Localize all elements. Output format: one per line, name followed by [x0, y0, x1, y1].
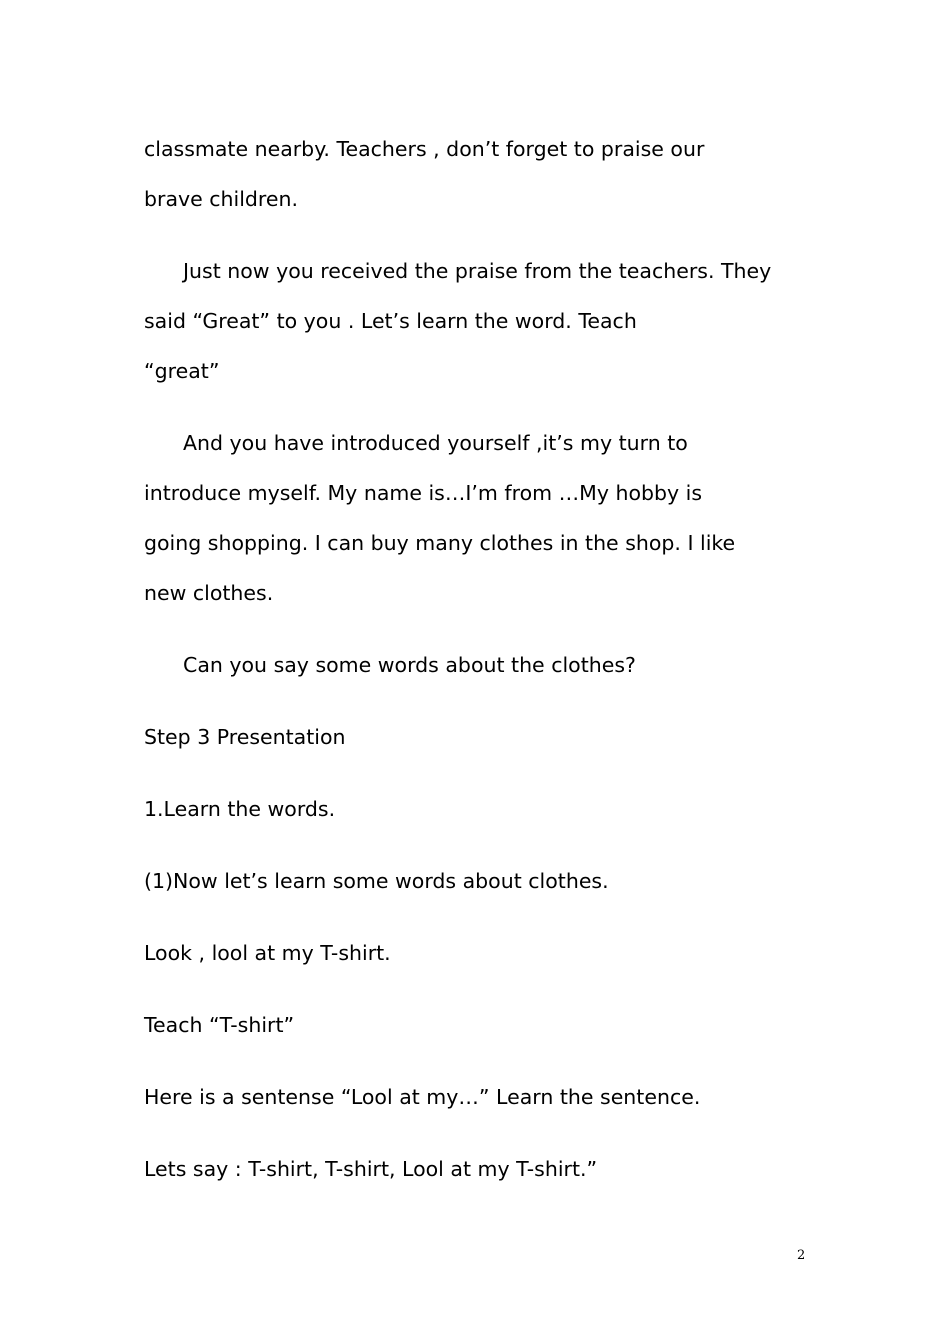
paragraph-3-line-4: new clothes.	[144, 581, 274, 605]
paragraph-2-line-2: said “Great” to you . Let’s learn the word. Teach	[144, 309, 637, 333]
paragraph-2-line-3: “great”	[144, 359, 220, 383]
list-item-1: 1.Learn the words.	[144, 797, 336, 821]
paragraph-4: Can you say some words about the clothes?	[183, 653, 636, 677]
paragraph-2-line-1: Just now you received the praise from the teachers. They	[183, 259, 772, 283]
look-line: Look , lool at my T-shirt.	[144, 941, 391, 965]
paragraph-3-line-1: And you have introduced yourself ,it’s my turn to	[183, 431, 688, 455]
say-line: Lets say : T-shirt, T-shirt, Lool at my T-shirt.”	[144, 1157, 598, 1181]
paragraph-3-line-3: going shopping. I can buy many clothes in the shop. I like	[144, 531, 736, 555]
teach-line: Teach “T-shirt”	[144, 1013, 295, 1037]
page-number: 2	[797, 1248, 806, 1263]
paragraph-1-line-1: classmate nearby. Teachers , don’t forget to praise our	[144, 137, 705, 161]
paragraph-1-line-2: brave children.	[144, 187, 299, 211]
step-heading: Step 3 Presentation	[144, 725, 346, 749]
sentence-line: Here is a sentense “Lool at my…” Learn the sentence.	[144, 1085, 701, 1109]
paragraph-3-line-2: introduce myself. My name is…I’m from …My hobby is	[144, 481, 703, 505]
list-item-1-sub: (1)Now let’s learn some words about clothes.	[144, 869, 609, 893]
